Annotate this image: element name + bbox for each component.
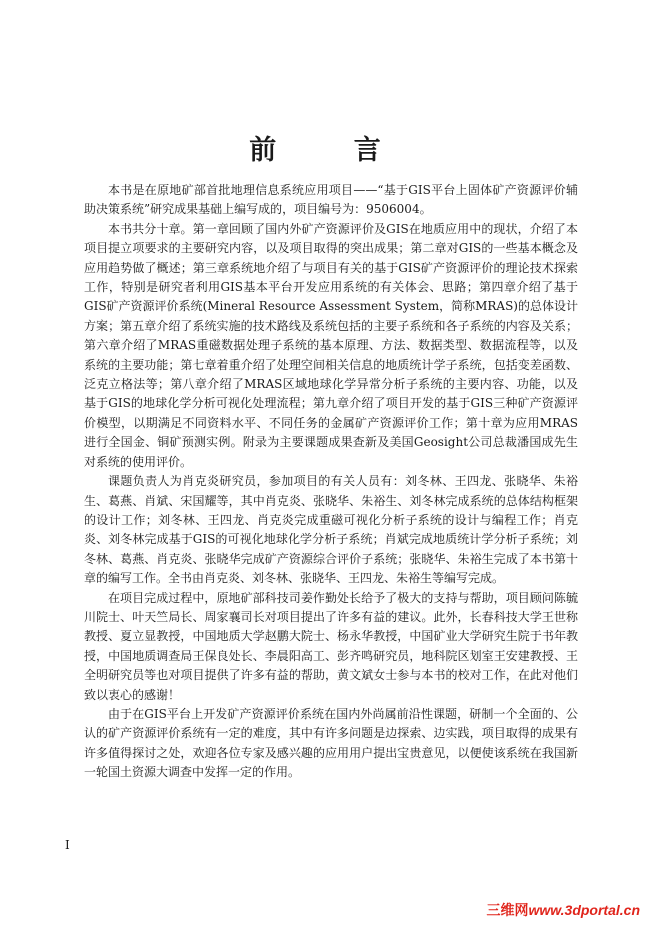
page-title: 前 言 [249, 135, 415, 166]
watermark-brand: 三维网 [486, 902, 529, 918]
watermark [487, 900, 641, 920]
paragraph-closing: 由于在GIS平台上开发矿产资源评价系统在国内外尚属前沿性课题，研制一个全面的、公认的矿产资源评价系统有一定的难度，其中有许多问题是边探索、边实践，项目取得的成果有许多值得探讨之处，欢迎各位专家及感兴趣的应用用户提出宝贵意见，以便使该系统在我国新一轮国土资源大调查中发挥一定的作用。 [84, 706, 578, 780]
watermark-url: www.3dportal.cn [528, 902, 640, 918]
paragraph-contributors: 课题负责人为肖克炎研究员，参加项目的有关人员有：刘冬林、王四龙、张晓华、朱裕生、葛燕、肖斌、宋国耀等，其中肖克炎、张晓华、朱裕生、刘冬林完成系统的总体结构框架的设计工作；刘冬林、王四龙、肖克炎完成重磁可视化分析子系统的设计与编程工作；肖克炎、刘冬林完成基于GIS的可视化地球化学分析子系统；肖斌完成地质统计学分析子系统；刘冬林、葛燕、肖克炎、张晓华完成矿产资源综合评价子系统；张晓华、朱裕生完成了本书第十章的编写工作。全书由肖克炎、刘冬林、张晓华、王四龙、朱裕生等编写完成。 [84, 474, 578, 586]
paragraph-project-basis: 本书是在原地矿部首批地理信息系统应用项目——“基于GIS平台上固体矿产资源评价辅助决策系统”研究成果基础上编写成的，项目编号为：9506004。 [84, 183, 578, 217]
paragraph-acknowledgements: 在项目完成过程中，原地矿部科技司姜作勤处长给予了极大的支持与帮助，项目顾问陈毓川院士、叶天竺局长、周家襄司长对项目提出了许多有益的建议。此外，长春科技大学王世称教授、夏立显教授，中国地质大学赵鹏大院士、杨永华教授，中国矿业大学研究生院于书年教授，中国地质调查局王保良处长、李晨阳高工、彭齐鸣研究员，地科院区划室王安建教授、王全明研究员等也对项目提供了许多有益的帮助，黄文斌女士参与本书的校对工作，在此对他们致以衷心的感谢！ [84, 590, 578, 702]
preface-body [84, 181, 578, 783]
page-number: I [65, 838, 70, 852]
paragraph-chapter-overview: 本书共分十章。第一章回顾了国内外矿产资源评价及GIS在地质应用中的现状，介绍了本项目提立项要求的主要研究内容，以及项目取得的突出成果；第二章对GIS的一些基本概念及应用趋势做了概述；第三章系统地介绍了与项目有关的基于GIS矿产资源评价的理论技术探索工作，特别是研究者利用GIS基本平台开发应用系统的有关体会、思路；第四章介绍了基于GIS矿产资源评价系统(Mineral Resource Assessment System，简称MRAS)的总体设计方案；第五章介绍了系统实施的技术路线及系统包括的主要子系统和各子系统的内容及关系；第六章介绍了MRAS重磁数据处理子系统的基本原理、方法、数据类型、数据流程等，以及系统的主要功能；第七章着重介绍了处理空间相关信息的地质统计学子系统，包括变差函数、泛克立格法等；第八章介绍了MRAS区域地球化学异常分析子系统的主要内容、功能，以及基于GIS的地球化学分析可视化处理流程；第九章介绍了项目开发的基于GIS三种矿产资源评价模型，以期满足不同资料水平、不同任务的金属矿产资源评价工作；第十章为应用MRAS进行全国金、铜矿预测实例。附录为主要课题成果查新及美国Geosight公司总裁潘国成先生对系统的使用评价。 [84, 221, 578, 469]
